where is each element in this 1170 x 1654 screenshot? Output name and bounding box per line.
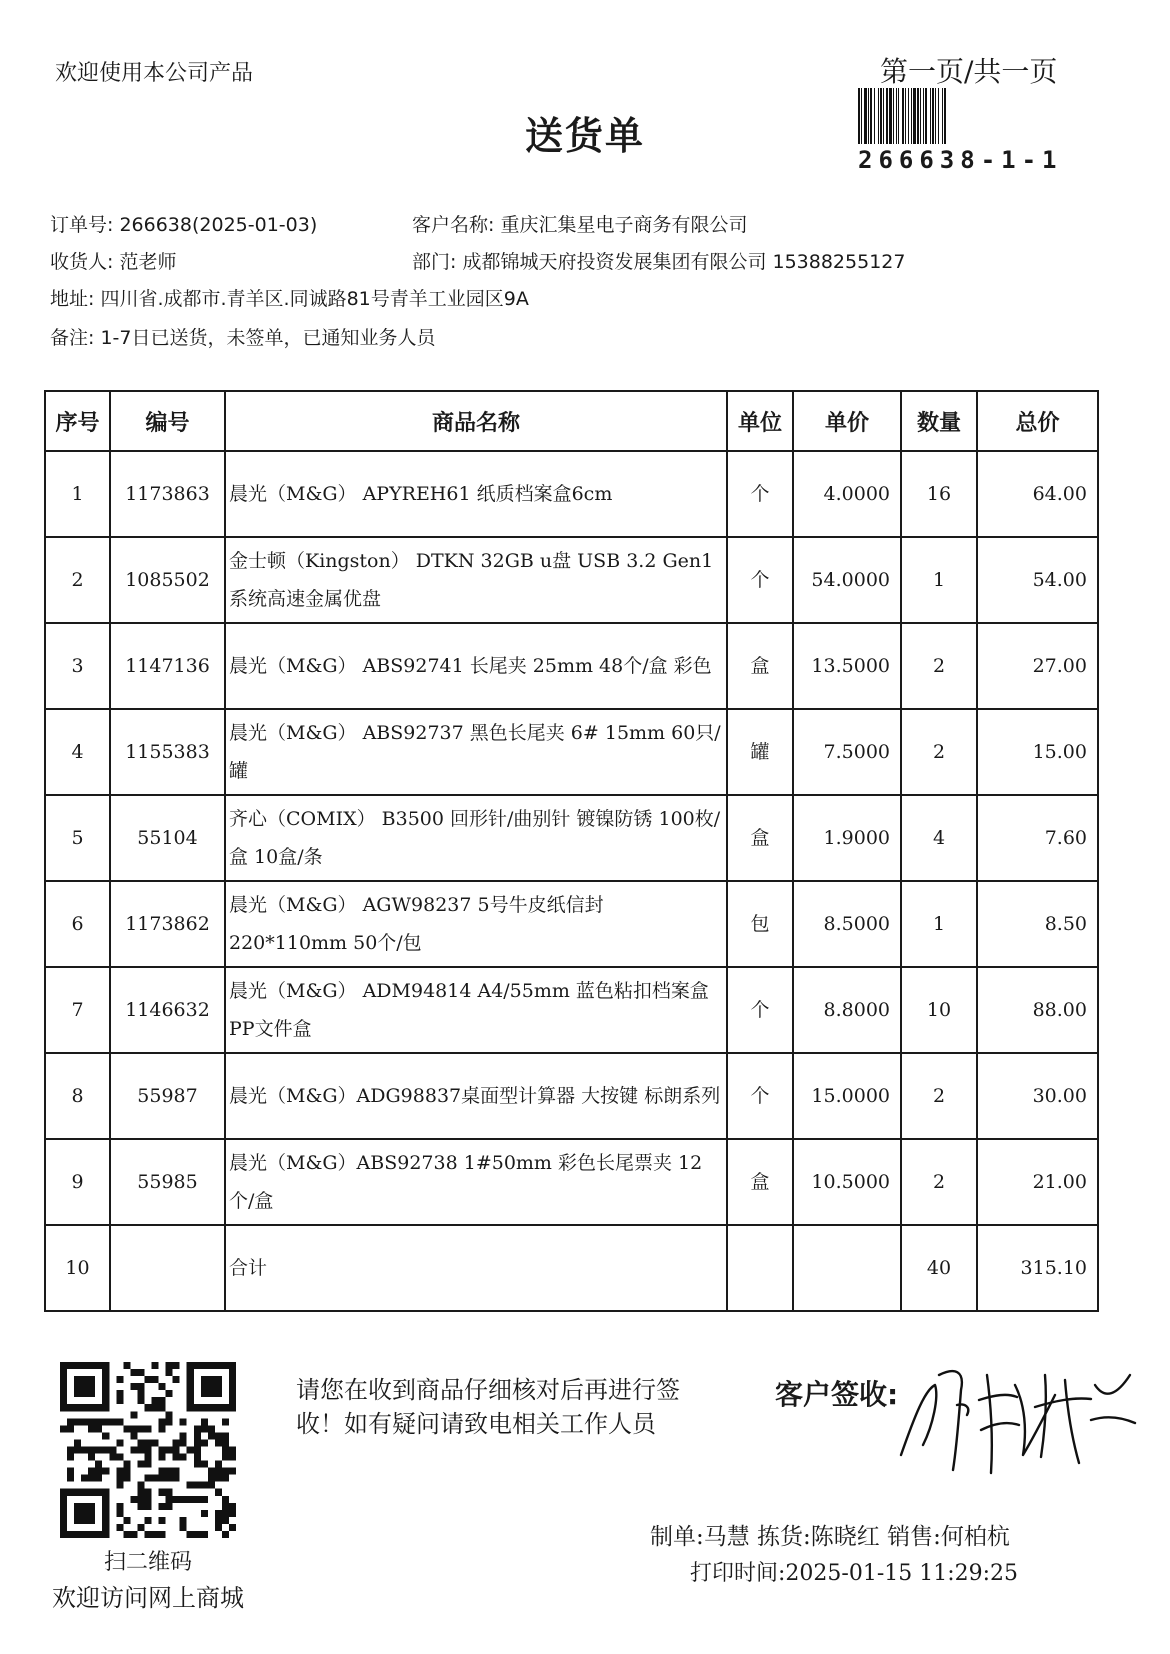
table-row xyxy=(45,881,1098,967)
cell-quantity: 1 xyxy=(901,537,977,623)
cell-unit-price: 8.5000 xyxy=(793,881,901,967)
header-total: 总价 xyxy=(977,391,1098,451)
qr-code-image xyxy=(60,1362,236,1538)
cell-product-name: 金士顿（Kingston） DTKN 32GB u盘 USB 3.2 Gen1 系统高速金属优盘 xyxy=(225,537,727,623)
department-label: 部门: xyxy=(412,251,457,273)
cell-code: 1173862 xyxy=(110,881,225,967)
document-title: 送货单 xyxy=(524,114,645,158)
cell-total: 8.50 xyxy=(977,881,1098,967)
cell-quantity: 2 xyxy=(901,709,977,795)
cell-product-name: 晨光（M&G）ABS92738 1#50mm 彩色长尾票夹 12个/盒 xyxy=(225,1139,727,1225)
customer-name-field xyxy=(412,210,747,237)
order-number-value: 266638(2025-01-03) xyxy=(119,214,318,236)
cell-total: 315.10 xyxy=(977,1225,1098,1311)
table-row xyxy=(45,967,1098,1053)
table-row xyxy=(45,1225,1098,1311)
remark-field xyxy=(50,323,436,350)
page-indicator: 第一页/共一页 xyxy=(880,55,1058,88)
cell-code: 1147136 xyxy=(110,623,225,709)
cell-code: 55987 xyxy=(110,1053,225,1139)
cell-seq: 6 xyxy=(45,881,110,967)
receiver-label: 收货人: xyxy=(50,251,114,273)
cell-total: 30.00 xyxy=(977,1053,1098,1139)
verification-notice: 请您在收到商品仔细核对后再进行签收！如有疑问请致电相关工作人员 xyxy=(296,1376,680,1438)
cell-quantity: 16 xyxy=(901,451,977,537)
cell-total: 15.00 xyxy=(977,709,1098,795)
cell-quantity: 1 xyxy=(901,881,977,967)
cell-unit xyxy=(727,1225,793,1311)
table-row xyxy=(45,623,1098,709)
cell-unit-price: 13.5000 xyxy=(793,623,901,709)
cell-product-name: 晨光（M&G） ABS92737 黑色长尾夹 6# 15mm 60只/罐 xyxy=(225,709,727,795)
cell-product-name: 晨光（M&G） AGW98237 5号牛皮纸信封 220*110mm 50个/包 xyxy=(225,881,727,967)
cell-unit-price: 1.9000 xyxy=(793,795,901,881)
header-unit-price: 单价 xyxy=(793,391,901,451)
address-value: 四川省.成都市.青羊区.同诚路81号青羊工业园区9A xyxy=(100,288,529,310)
cell-unit-price: 10.5000 xyxy=(793,1139,901,1225)
staff-info: 制单:马慧 拣货:陈晓红 销售:何柏杭 xyxy=(650,1524,1010,1550)
cell-unit: 个 xyxy=(727,537,793,623)
cell-seq: 5 xyxy=(45,795,110,881)
qr-caption-mall: 欢迎访问网上商城 xyxy=(52,1584,244,1612)
cell-unit: 个 xyxy=(727,451,793,537)
cell-unit: 盒 xyxy=(727,623,793,709)
cell-product-name: 晨光（M&G） ABS92741 长尾夹 25mm 48个/盒 彩色 xyxy=(225,623,727,709)
cell-seq: 4 xyxy=(45,709,110,795)
cell-quantity: 4 xyxy=(901,795,977,881)
cell-seq: 3 xyxy=(45,623,110,709)
cell-total: 7.60 xyxy=(977,795,1098,881)
cell-unit-price: 15.0000 xyxy=(793,1053,901,1139)
print-time: 打印时间:2025-01-15 11:29:25 xyxy=(690,1561,1019,1586)
barcode-number: 266638-1-1 xyxy=(858,146,1063,174)
cell-unit: 盒 xyxy=(727,795,793,881)
header-unit: 单位 xyxy=(727,391,793,451)
cell-product-name: 齐心（COMIX） B3500 回形针/曲别针 镀镍防锈 100枚/盒 10盒/条 xyxy=(225,795,727,881)
department-field xyxy=(412,247,905,274)
remark-value: 1-7日已送货，未签单，已通知业务人员 xyxy=(100,327,436,349)
cell-unit-price: 54.0000 xyxy=(793,537,901,623)
cell-seq: 2 xyxy=(45,537,110,623)
cell-code: 55985 xyxy=(110,1139,225,1225)
cell-unit-price: 8.8000 xyxy=(793,967,901,1053)
cell-unit-price xyxy=(793,1225,901,1311)
cell-quantity: 40 xyxy=(901,1225,977,1311)
address-field xyxy=(50,284,529,311)
cell-unit: 个 xyxy=(727,967,793,1053)
cell-code: 55104 xyxy=(110,795,225,881)
table-row xyxy=(45,795,1098,881)
cell-total: 64.00 xyxy=(977,451,1098,537)
table-row xyxy=(45,1053,1098,1139)
cell-code: 1155383 xyxy=(110,709,225,795)
cell-total: 21.00 xyxy=(977,1139,1098,1225)
cell-seq: 7 xyxy=(45,967,110,1053)
department-value: 成都锦城天府投资发展集团有限公司 15388255127 xyxy=(462,251,906,273)
customer-name-value: 重庆汇集星电子商务有限公司 xyxy=(500,214,748,236)
table-row xyxy=(45,537,1098,623)
cell-unit-price: 7.5000 xyxy=(793,709,901,795)
header-code: 编号 xyxy=(110,391,225,451)
customer-name-label: 客户名称: xyxy=(412,214,495,236)
cell-product-name: 晨光（M&G） APYREH61 纸质档案盒6cm xyxy=(225,451,727,537)
welcome-text: 欢迎使用本公司产品 xyxy=(55,61,254,86)
cell-code xyxy=(110,1225,225,1311)
header-quantity: 数量 xyxy=(901,391,977,451)
header-product-name: 商品名称 xyxy=(225,391,727,451)
cell-total: 88.00 xyxy=(977,967,1098,1053)
cell-seq: 8 xyxy=(45,1053,110,1139)
order-number-field xyxy=(50,210,317,237)
cell-seq: 9 xyxy=(45,1139,110,1225)
cell-unit: 盒 xyxy=(727,1139,793,1225)
cell-product-name: 合计 xyxy=(225,1225,727,1311)
cell-seq: 10 xyxy=(45,1225,110,1311)
receiver-field xyxy=(50,247,176,274)
cell-total: 27.00 xyxy=(977,623,1098,709)
cell-unit: 包 xyxy=(727,881,793,967)
qr-caption-scan: 扫二维码 xyxy=(103,1550,192,1575)
cell-quantity: 2 xyxy=(901,623,977,709)
cell-quantity: 2 xyxy=(901,1139,977,1225)
cell-code: 1173863 xyxy=(110,451,225,537)
cell-seq: 1 xyxy=(45,451,110,537)
cell-product-name: 晨光（M&G） ADM94814 A4/55mm 蓝色粘扣档案盒 PP文件盒 xyxy=(225,967,727,1053)
cell-code: 1085502 xyxy=(110,537,225,623)
cell-unit: 个 xyxy=(727,1053,793,1139)
cell-unit: 罐 xyxy=(727,709,793,795)
cell-product-name: 晨光（M&G）ADG98837桌面型计算器 大按键 标朗系列 xyxy=(225,1053,727,1139)
cell-total: 54.00 xyxy=(977,537,1098,623)
cell-quantity: 2 xyxy=(901,1053,977,1139)
cell-quantity: 10 xyxy=(901,967,977,1053)
table-row xyxy=(45,709,1098,795)
order-number-label: 订单号: xyxy=(50,214,114,236)
customer-signature-label: 客户签收: xyxy=(775,1378,899,1411)
receiver-value: 范老师 xyxy=(119,251,177,273)
cell-code: 1146632 xyxy=(110,967,225,1053)
goods-table xyxy=(44,390,1099,1312)
cell-unit-price: 4.0000 xyxy=(793,451,901,537)
table-row xyxy=(45,1139,1098,1225)
remark-label: 备注: xyxy=(50,327,95,349)
address-label: 地址: xyxy=(50,288,95,310)
table-header-row xyxy=(45,391,1098,451)
handwritten-signature xyxy=(895,1345,1140,1485)
table-row xyxy=(45,451,1098,537)
header-seq: 序号 xyxy=(45,391,110,451)
